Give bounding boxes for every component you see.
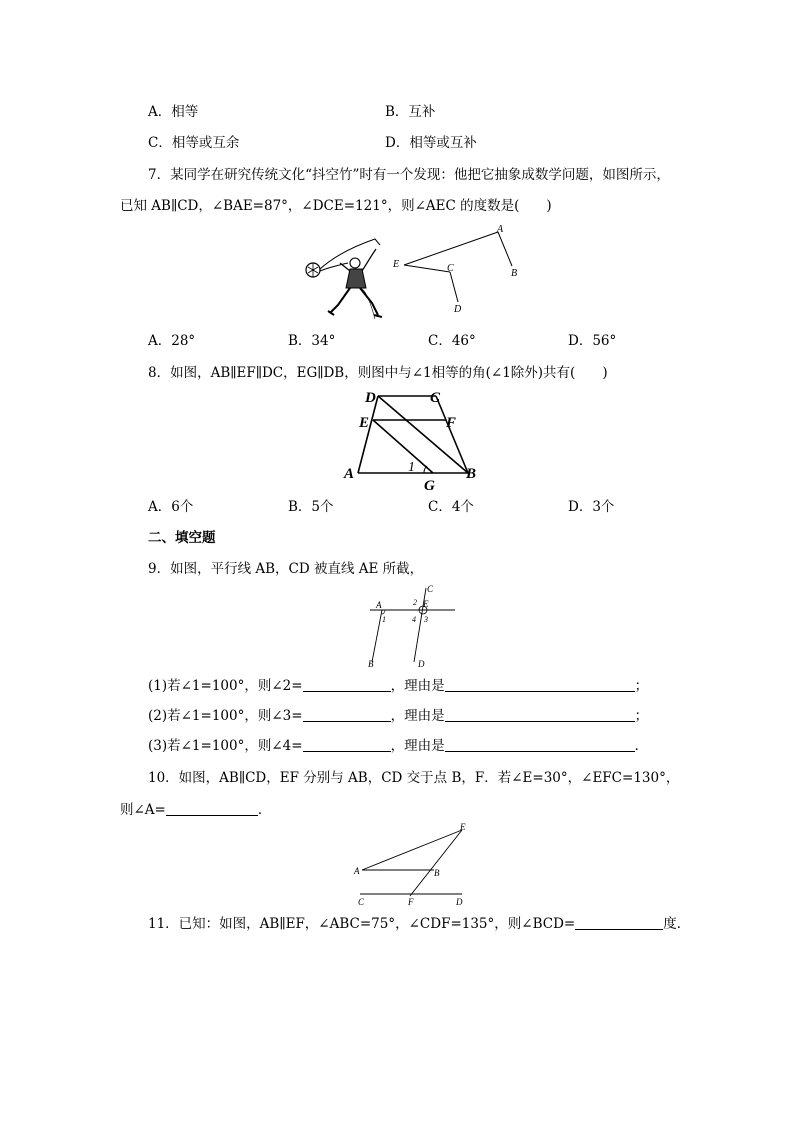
q9-label-1: 1 <box>382 615 386 624</box>
q8-label-c: C <box>430 390 441 406</box>
q7-label-b: B <box>511 268 518 279</box>
q6-option-a: A．相等 <box>148 104 199 120</box>
q8-label-d: D <box>365 390 376 406</box>
q9-part3 <box>148 737 648 755</box>
q7-option-d: D．56° <box>568 333 617 349</box>
q10-label-d: D <box>456 897 463 907</box>
q9-part3-prefix: (3)若∠1=100°，则∠4= <box>148 738 303 754</box>
q9-part1-prefix: (1)若∠1=100°，则∠2= <box>148 678 303 694</box>
q9-part1-reason-blank[interactable] <box>445 677 635 692</box>
diabolo-icon <box>306 263 320 277</box>
q6-option-c: C．相等或互余 <box>148 135 240 151</box>
q9-part2-end: ； <box>634 708 649 724</box>
q10-stem-line2 <box>120 801 271 819</box>
q9-label-2: 2 <box>413 598 417 607</box>
q10-label-b: B <box>434 868 440 878</box>
q9-part2-answer-blank[interactable] <box>303 707 391 722</box>
q10-label-f: F <box>408 897 414 907</box>
q7-stem-line2: 已知 AB∥CD，∠BAE=87°，∠DCE=121°，则∠AEC 的度数是( ) <box>120 198 552 214</box>
q8-trapezoid-figure <box>340 386 490 494</box>
q7-option-b: B．34° <box>288 333 336 349</box>
q9-part2-mid: ，理由是 <box>390 708 445 724</box>
q7-stem-line1: 7．某同学在研究传统文化“抖空竹”时有一个发现：他把它抽象成数学问题，如图所示， <box>148 167 670 183</box>
q9-label-b: B <box>368 659 374 669</box>
q9-label-4: 4 <box>412 615 416 624</box>
q8-label-angle1: 1 <box>408 460 415 475</box>
q8-label-e: E <box>359 415 370 431</box>
q7-option-c: C．46° <box>428 333 476 349</box>
q9-part1-answer-blank[interactable] <box>303 677 391 692</box>
q8-label-f: F <box>446 415 457 431</box>
q10-answer-blank[interactable] <box>166 801 258 816</box>
q8-label-a: A <box>344 466 355 482</box>
q7-label-d: D <box>454 304 462 315</box>
q9-part3-end: ． <box>634 738 649 754</box>
q10-prefix: 则∠A= <box>120 802 166 818</box>
q9-stem: 9．如图，平行线 AB，CD 被直线 AE 所截， <box>148 561 424 577</box>
q11-stem <box>148 915 690 933</box>
q7-label-c: C <box>447 263 454 274</box>
q7-label-a: A <box>497 224 504 235</box>
q6-option-b: B．互补 <box>385 104 436 120</box>
q10-figure <box>350 820 480 910</box>
q9-part2-reason-blank[interactable] <box>445 707 635 722</box>
q11-suffix: 度． <box>663 916 691 932</box>
q9-part1 <box>148 677 648 695</box>
q6-option-d: D．相等或互补 <box>385 135 477 151</box>
q8-label-g: G <box>424 478 435 494</box>
q9-parallel-figure <box>360 580 470 670</box>
q8-label-b: B <box>466 466 477 482</box>
q7-option-a: A．28° <box>148 333 196 349</box>
q10-label-a: A <box>354 866 360 876</box>
q9-part2 <box>148 707 648 725</box>
q9-label-e: E <box>423 599 429 609</box>
q9-label-c: C <box>427 584 434 594</box>
q7-geometry-figure <box>390 222 530 317</box>
q11-prefix: 11．已知：如图，AB∥EF，∠ABC=75°，∠CDF=135°，则∠BCD= <box>148 916 576 932</box>
q7-kongzhu-illustration <box>300 233 385 323</box>
q10-stem-line1: 10．如图，AB∥CD，EF 分别与 AB，CD 交于点 B，F．若∠E=30°，∠EFC=130°， <box>148 770 680 786</box>
q8-stem: 8．如图，AB∥EF∥DC，EG∥DB，则图中与∠1相等的角(∠1除外)共有( ) <box>148 365 608 381</box>
q9-part3-mid: ，理由是 <box>390 738 445 754</box>
q10-label-c: C <box>358 897 365 907</box>
q9-label-d: D <box>418 659 425 669</box>
q8-option-d: D．3个 <box>568 499 615 515</box>
q9-label-3: 3 <box>424 615 428 624</box>
q9-part3-reason-blank[interactable] <box>445 737 635 752</box>
q9-label-a: A <box>376 600 382 610</box>
q9-part1-mid: ，理由是 <box>390 678 445 694</box>
q8-option-b: B．5个 <box>288 499 334 515</box>
q10-label-e: E <box>460 822 466 832</box>
section-title: 二、填空题 <box>148 530 216 546</box>
q10-end: ． <box>257 802 272 818</box>
q8-option-c: C．4个 <box>428 499 474 515</box>
q9-part1-end: ； <box>634 678 649 694</box>
q9-part3-answer-blank[interactable] <box>303 737 391 752</box>
q8-option-a: A．6个 <box>148 499 194 515</box>
q7-label-e: E <box>393 259 400 270</box>
q11-answer-blank[interactable] <box>575 915 663 930</box>
q9-part2-prefix: (2)若∠1=100°，则∠3= <box>148 708 303 724</box>
